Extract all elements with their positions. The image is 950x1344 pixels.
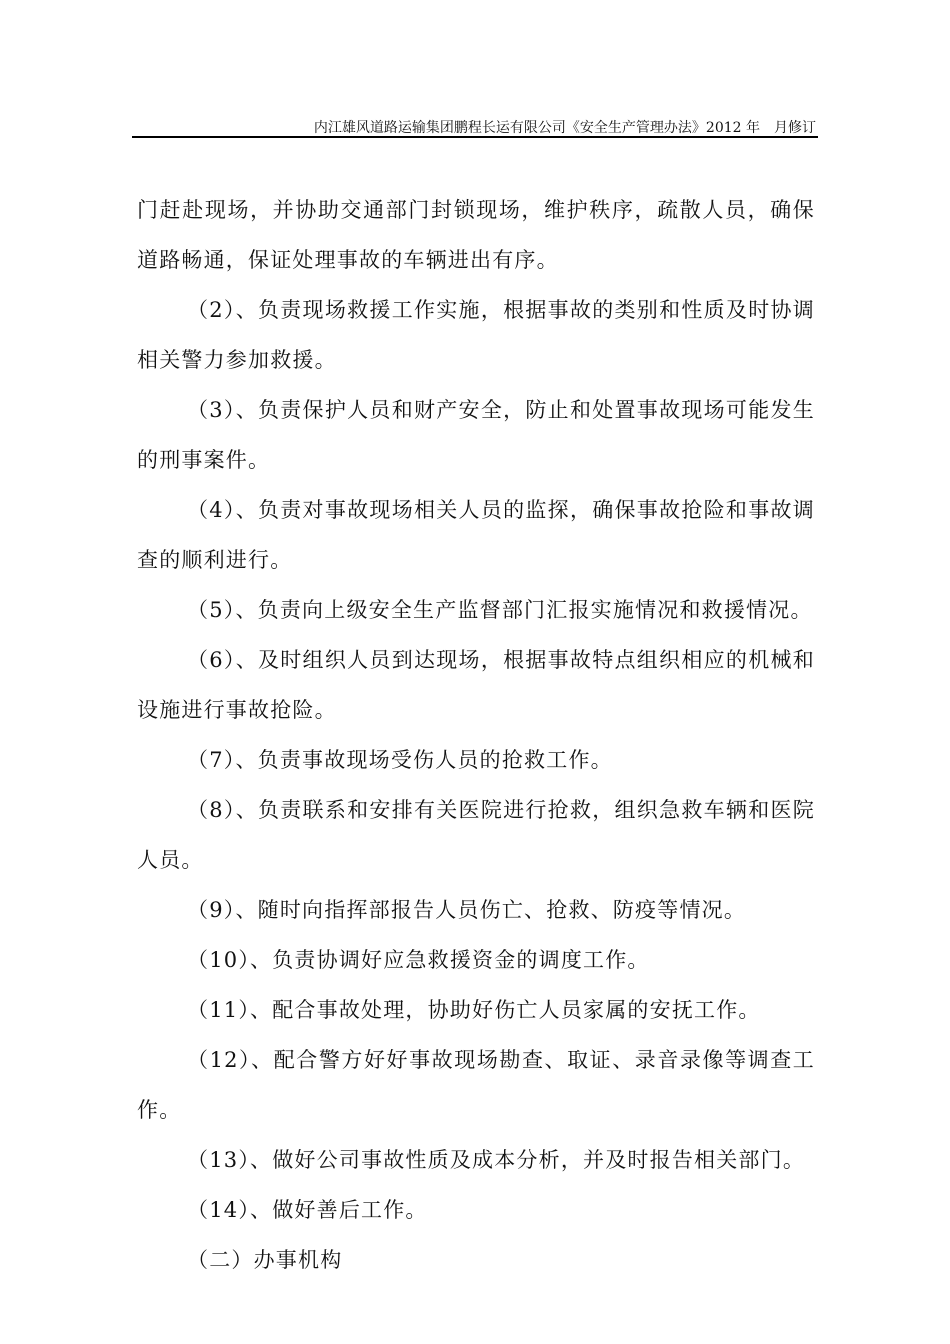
header-rule (132, 136, 818, 138)
document-body (137, 185, 815, 1285)
paragraph-item-12: （12）、配合警方好好事故现场勘查、取证、录音录像等调查工作。 (137, 1048, 815, 1122)
page-header: 内江雄风道路运输集团鹏程长运有限公司《安全生产管理办法》2012 年 月修订 (313, 120, 816, 136)
paragraph-item-8: （8）、负责联系和安排有关医院进行抢救，组织急救车辆和医院人员。 (137, 798, 815, 872)
paragraph-item-5: （5）、负责向上级安全生产监督部门汇报实施情况和救援情况。 (187, 598, 813, 622)
paragraph-item-3: （3）、负责保护人员和财产安全，防止和处置事故现场可能发生的刑事案件。 (137, 398, 815, 472)
paragraph-item-9: （9）、随时向指挥部报告人员伤亡、抢救、防疫等情况。 (187, 898, 747, 922)
paragraph-item-14: （14）、做好善后工作。 (187, 1198, 428, 1222)
section-heading: （二）办事机构 (187, 1248, 343, 1272)
paragraph-item-7: （7）、负责事故现场受伤人员的抢救工作。 (187, 748, 613, 772)
paragraph-item-4: （4）、负责对事故现场相关人员的监探，确保事故抢险和事故调查的顺利进行。 (137, 498, 815, 572)
paragraph-item-2: （2）、负责现场救援工作实施，根据事故的类别和性质及时协调相关警力参加救援。 (137, 298, 815, 372)
paragraph-item-6: （6）、及时组织人员到达现场，根据事故特点组织相应的机械和设施进行事故抢险。 (137, 648, 815, 722)
paragraph-item-11: （11）、配合事故处理，协助好伤亡人员家属的安抚工作。 (187, 998, 761, 1022)
paragraph-item-10: （10）、负责协调好应急救援资金的调度工作。 (187, 948, 650, 972)
paragraph-continuation: 门赶赴现场，并协助交通部门封锁现场，维护秩序，疏散人员，确保道路畅通，保证处理事故的车辆进出有序。 (137, 198, 815, 272)
paragraph-item-13: （13）、做好公司事故性质及成本分析，并及时报告相关部门。 (187, 1148, 806, 1172)
